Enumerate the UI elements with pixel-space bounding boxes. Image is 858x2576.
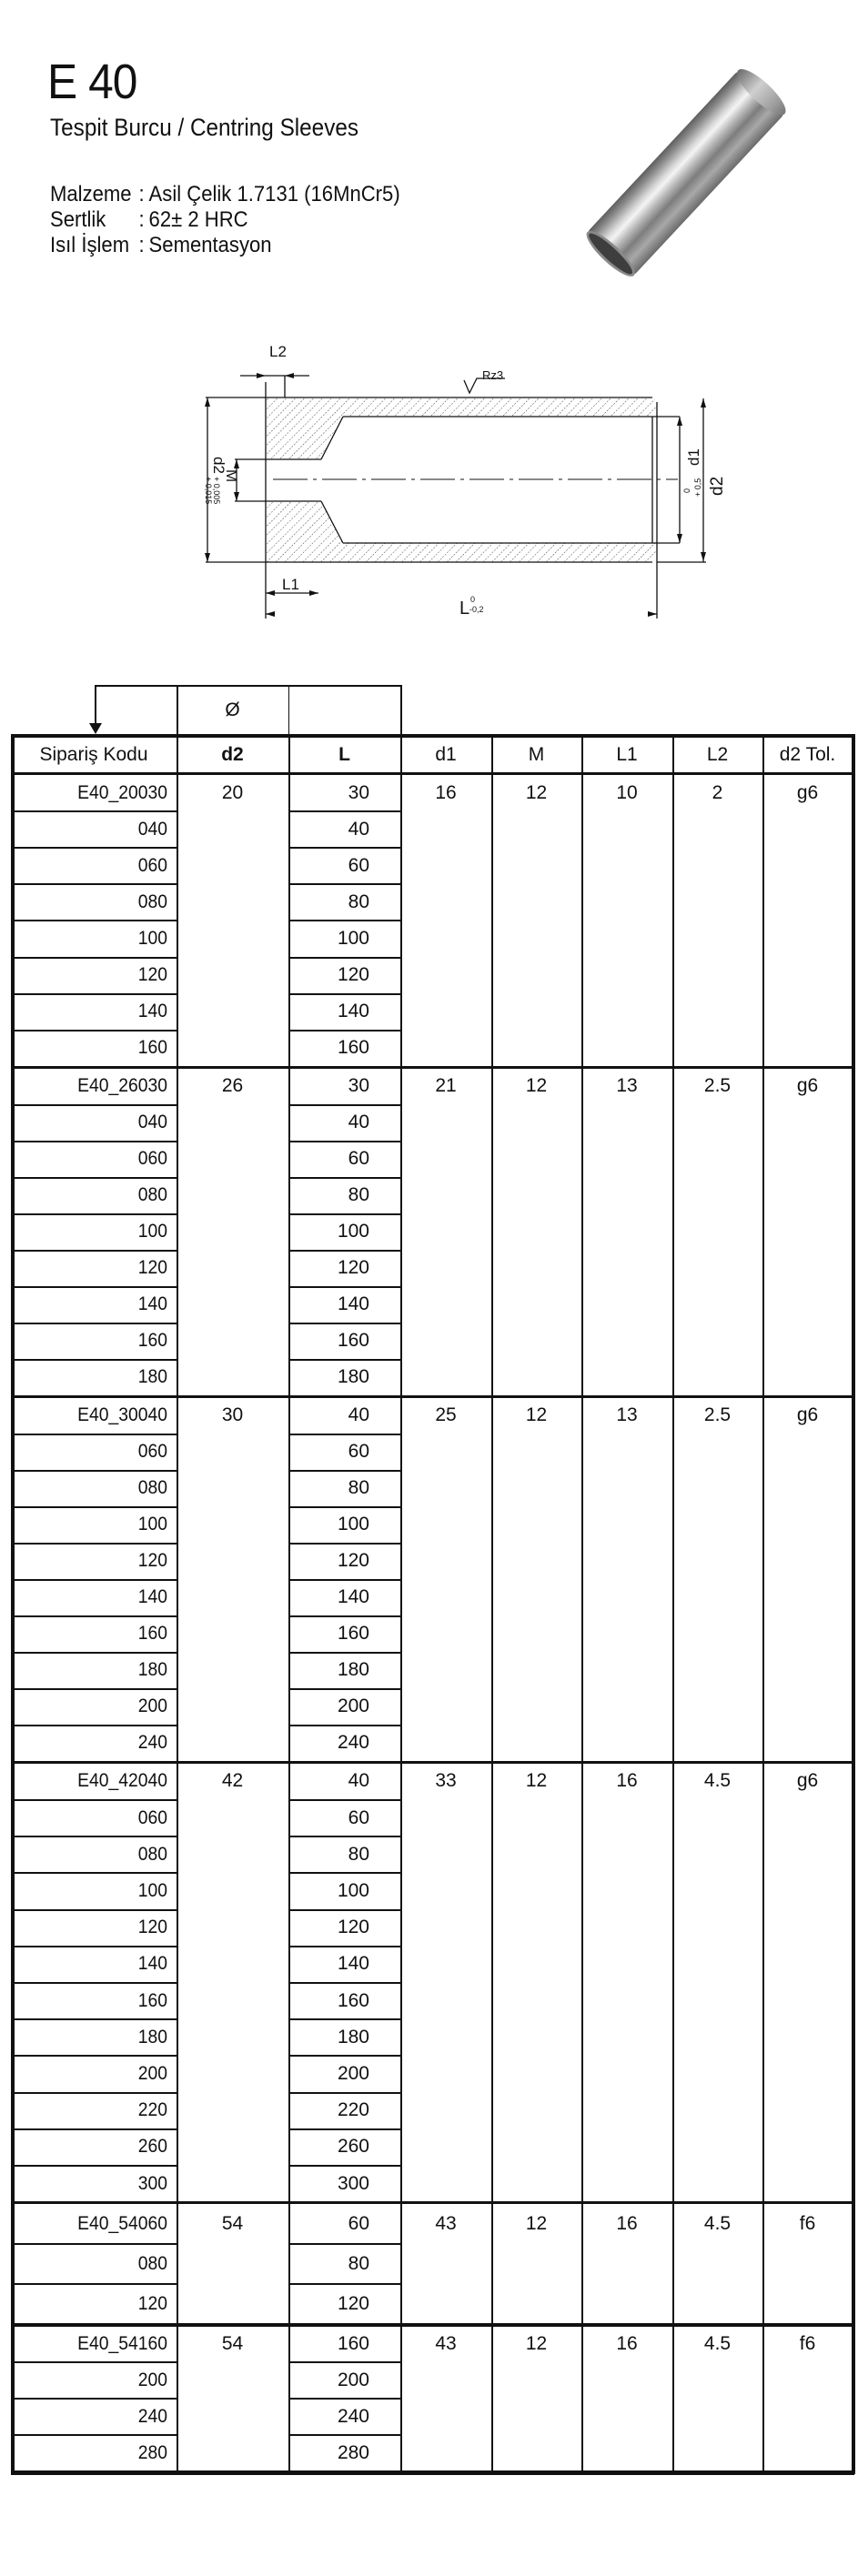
length-cell: 200 [337,2369,369,2390]
d1-cell: 43 [435,2212,457,2234]
dim-d1-tol-upper: + 0,5 [693,478,702,497]
dim-label-L: L [459,599,470,619]
m-cell: 12 [525,781,548,803]
order-code-cell: 120 [137,1257,167,1279]
spec-label: Malzeme [50,182,132,206]
d2-cell: 54 [221,2332,244,2354]
length-cell: 260 [337,2136,369,2158]
d1-cell: 16 [435,781,457,803]
d1-cell: 25 [435,1404,457,1426]
dim-d2-left-tol-upper: + 0,005 [212,477,221,505]
dim-d2-left-tol-lower: + 0,015 [204,477,213,505]
length-cell: 30 [348,1075,369,1097]
roughness-label: Rz3 [482,368,504,382]
length-cell: 100 [337,1221,369,1243]
column-rule [491,734,493,2472]
column-header-3: d1 [435,744,457,765]
product-subtitle: Tespit Burcu / Centring Sleeves [50,114,359,141]
group-separator-rule [11,2470,854,2475]
length-cell: 60 [348,854,369,876]
length-cell: 200 [337,1696,369,1717]
column-rule [672,734,674,2472]
column-header-4: M [528,744,545,765]
order-code-cell: 240 [137,1732,167,1754]
length-cell: 40 [348,1770,369,1792]
length-cell: 60 [348,1806,369,1828]
length-cell: 180 [337,1659,369,1681]
l1-cell: 10 [616,781,638,803]
m-cell: 12 [525,2212,548,2234]
column-header-6: L2 [706,744,729,765]
dim-label-M: M [223,469,240,483]
length-cell: 200 [337,2062,369,2084]
super-header-arrow-line [95,685,177,687]
length-cell: 80 [348,2252,369,2274]
length-cell: 40 [348,1404,369,1426]
column-header-5: L1 [616,744,638,765]
length-cell: 100 [337,1514,369,1535]
dim-label-L2: L2 [269,343,287,360]
d2-cell: 42 [221,1770,244,1792]
order-code-cell: 140 [137,1001,167,1022]
order-code-cell: 100 [137,1879,167,1901]
order-code-cell: 160 [137,1989,167,2011]
order-code-cell: 200 [137,1696,167,1717]
spec-value: Asil Çelik 1.7131 (16MnCr5) [148,182,400,206]
order-code-cell: 100 [137,927,167,949]
order-code-cell: 180 [137,1366,167,1388]
order-code-cell: 180 [137,2026,167,2048]
d1-cell: 43 [435,2332,457,2354]
length-cell: 120 [337,1257,369,1279]
m-cell: 12 [525,2332,548,2354]
order-code-cell: 260 [137,2136,167,2158]
d2-tolerance-cell: g6 [796,1404,819,1426]
order-code-cell: 120 [137,1917,167,1938]
l1-cell: 16 [616,1770,638,1792]
order-code-cell: E40_20030 [77,781,167,803]
spec-value: Sementasyon [148,233,272,257]
order-code-cell: 160 [137,1037,167,1059]
l2-cell: 2 [712,781,723,803]
order-code-cell: E40_26030 [77,1075,167,1097]
order-code-cell: E40_42040 [77,1770,167,1792]
d2-cell: 54 [221,2212,244,2234]
diameter-symbol: Ø [225,699,240,720]
order-code-cell: E40_54160 [77,2332,167,2354]
length-cell: 240 [337,2405,369,2427]
column-rule [400,734,402,2472]
order-code-cell: 120 [137,2292,167,2314]
spec-separator: : [138,182,145,206]
l2-cell: 4.5 [703,2332,732,2354]
length-cell: 220 [337,2099,369,2121]
dim-label-d2-right: d2 [708,476,727,496]
order-code-cell: 220 [137,2099,167,2121]
table-left-border [11,734,15,2474]
dim-label-d1: d1 [685,448,702,466]
d2-cell: 26 [221,1075,244,1097]
l1-cell: 16 [616,2332,638,2354]
m-cell: 12 [525,1075,548,1097]
length-cell: 80 [348,1184,369,1206]
l1-cell: 13 [616,1075,638,1097]
length-cell: 240 [337,1732,369,1754]
order-code-cell: 140 [137,1293,167,1315]
order-code-cell: 080 [137,891,167,912]
length-cell: 80 [348,1843,369,1865]
product-title: E 40 [47,55,137,109]
l2-cell: 2.5 [703,1075,732,1097]
length-cell: 100 [337,1879,369,1901]
d2-tolerance-cell: f6 [799,2212,816,2234]
order-code-cell: 040 [137,818,167,840]
order-code-cell: 100 [137,1514,167,1535]
order-code-cell: 060 [137,1441,167,1463]
length-cell: 160 [337,1623,369,1645]
length-cell: 160 [337,1037,369,1059]
spec-label: Sertlik [50,207,106,232]
super-header-arrow-line [95,685,96,727]
order-code-cell: 080 [137,2252,167,2274]
length-cell: 100 [337,927,369,949]
super-header-rule [400,685,402,734]
m-cell: 12 [525,1404,548,1426]
order-code-cell: 040 [137,1112,167,1133]
super-header-rule [288,685,289,734]
length-cell: 60 [348,1148,369,1170]
length-cell: 40 [348,818,369,840]
order-code-cell: 300 [137,2172,167,2194]
d2-tolerance-cell: f6 [799,2332,816,2354]
column-header-7: d2 Tol. [779,744,836,765]
length-cell: 300 [337,2172,369,2194]
l1-cell: 16 [616,2212,638,2234]
order-code-cell: 140 [137,1586,167,1608]
length-cell: 30 [348,781,369,803]
l2-cell: 4.5 [703,2212,732,2234]
order-code-cell: 180 [137,1659,167,1681]
spec-separator: : [138,207,145,232]
length-cell: 40 [348,1112,369,1133]
dim-d1-tol-lower: 0 [682,488,691,493]
order-code-cell: 200 [137,2369,167,2390]
order-code-cell: 160 [137,1623,167,1645]
length-cell: 140 [337,1293,369,1315]
order-code-cell: 100 [137,1221,167,1243]
length-cell: 160 [337,1989,369,2011]
order-code-cell: 060 [137,854,167,876]
length-cell: 180 [337,1366,369,1388]
l1-cell: 13 [616,1404,638,1426]
d2-tolerance-cell: g6 [796,1770,819,1792]
l2-cell: 4.5 [703,1770,732,1792]
length-cell: 120 [337,1550,369,1572]
m-cell: 12 [525,1770,548,1792]
order-code-cell: 200 [137,2062,167,2084]
order-code-cell: E40_30040 [77,1404,167,1426]
d2-cell: 30 [221,1404,244,1426]
arrow-down-icon [89,723,102,734]
length-cell: 60 [348,2212,369,2234]
length-cell: 120 [337,1917,369,1938]
length-cell: 280 [337,2441,369,2463]
length-cell: 140 [337,1586,369,1608]
order-code-cell: 060 [137,1148,167,1170]
order-code-cell: 160 [137,1330,167,1352]
order-code-cell: 120 [137,964,167,986]
d1-cell: 33 [435,1770,457,1792]
column-header-0: Sipariş Kodu [39,744,148,765]
length-cell: 140 [337,1953,369,1975]
dim-label-L1: L1 [282,576,299,593]
column-header-1: d2 [221,744,244,765]
length-cell: 80 [348,891,369,912]
l2-cell: 2.5 [703,1404,732,1426]
order-code-cell: 120 [137,1550,167,1572]
spec-separator: : [138,233,145,257]
dim-L-tol-lower: -0,2 [469,605,484,614]
order-code-cell: 080 [137,1843,167,1865]
spec-label: Isıl İşlem [50,233,130,257]
order-code-cell: 140 [137,1953,167,1975]
length-cell: 160 [337,1330,369,1352]
d2-cell: 20 [221,781,244,803]
d1-cell: 21 [435,1075,457,1097]
column-rule [288,734,290,2472]
order-code-cell: 080 [137,1477,167,1499]
order-code-cell: 060 [137,1806,167,1828]
dim-label-d2-left: d2 [210,457,227,474]
d2-tolerance-cell: g6 [796,1075,819,1097]
column-rule [177,734,178,2472]
length-cell: 80 [348,1477,369,1499]
order-code-cell: 280 [137,2441,167,2463]
dim-L-tol-upper: 0 [470,595,476,604]
length-cell: 140 [337,1001,369,1022]
length-cell: 180 [337,2026,369,2048]
length-cell: 120 [337,964,369,986]
order-code-cell: 240 [137,2405,167,2427]
d2-tolerance-cell: g6 [796,781,819,803]
spec-value: 62± 2 HRC [148,207,248,232]
column-header-2: L [338,744,350,765]
table-right-border [852,734,855,2474]
column-rule [762,734,764,2472]
column-rule [581,734,583,2472]
order-code-cell: E40_54060 [77,2212,167,2234]
order-code-cell: 080 [137,1184,167,1206]
length-cell: 160 [337,2332,369,2354]
length-cell: 60 [348,1441,369,1463]
length-cell: 120 [337,2292,369,2314]
